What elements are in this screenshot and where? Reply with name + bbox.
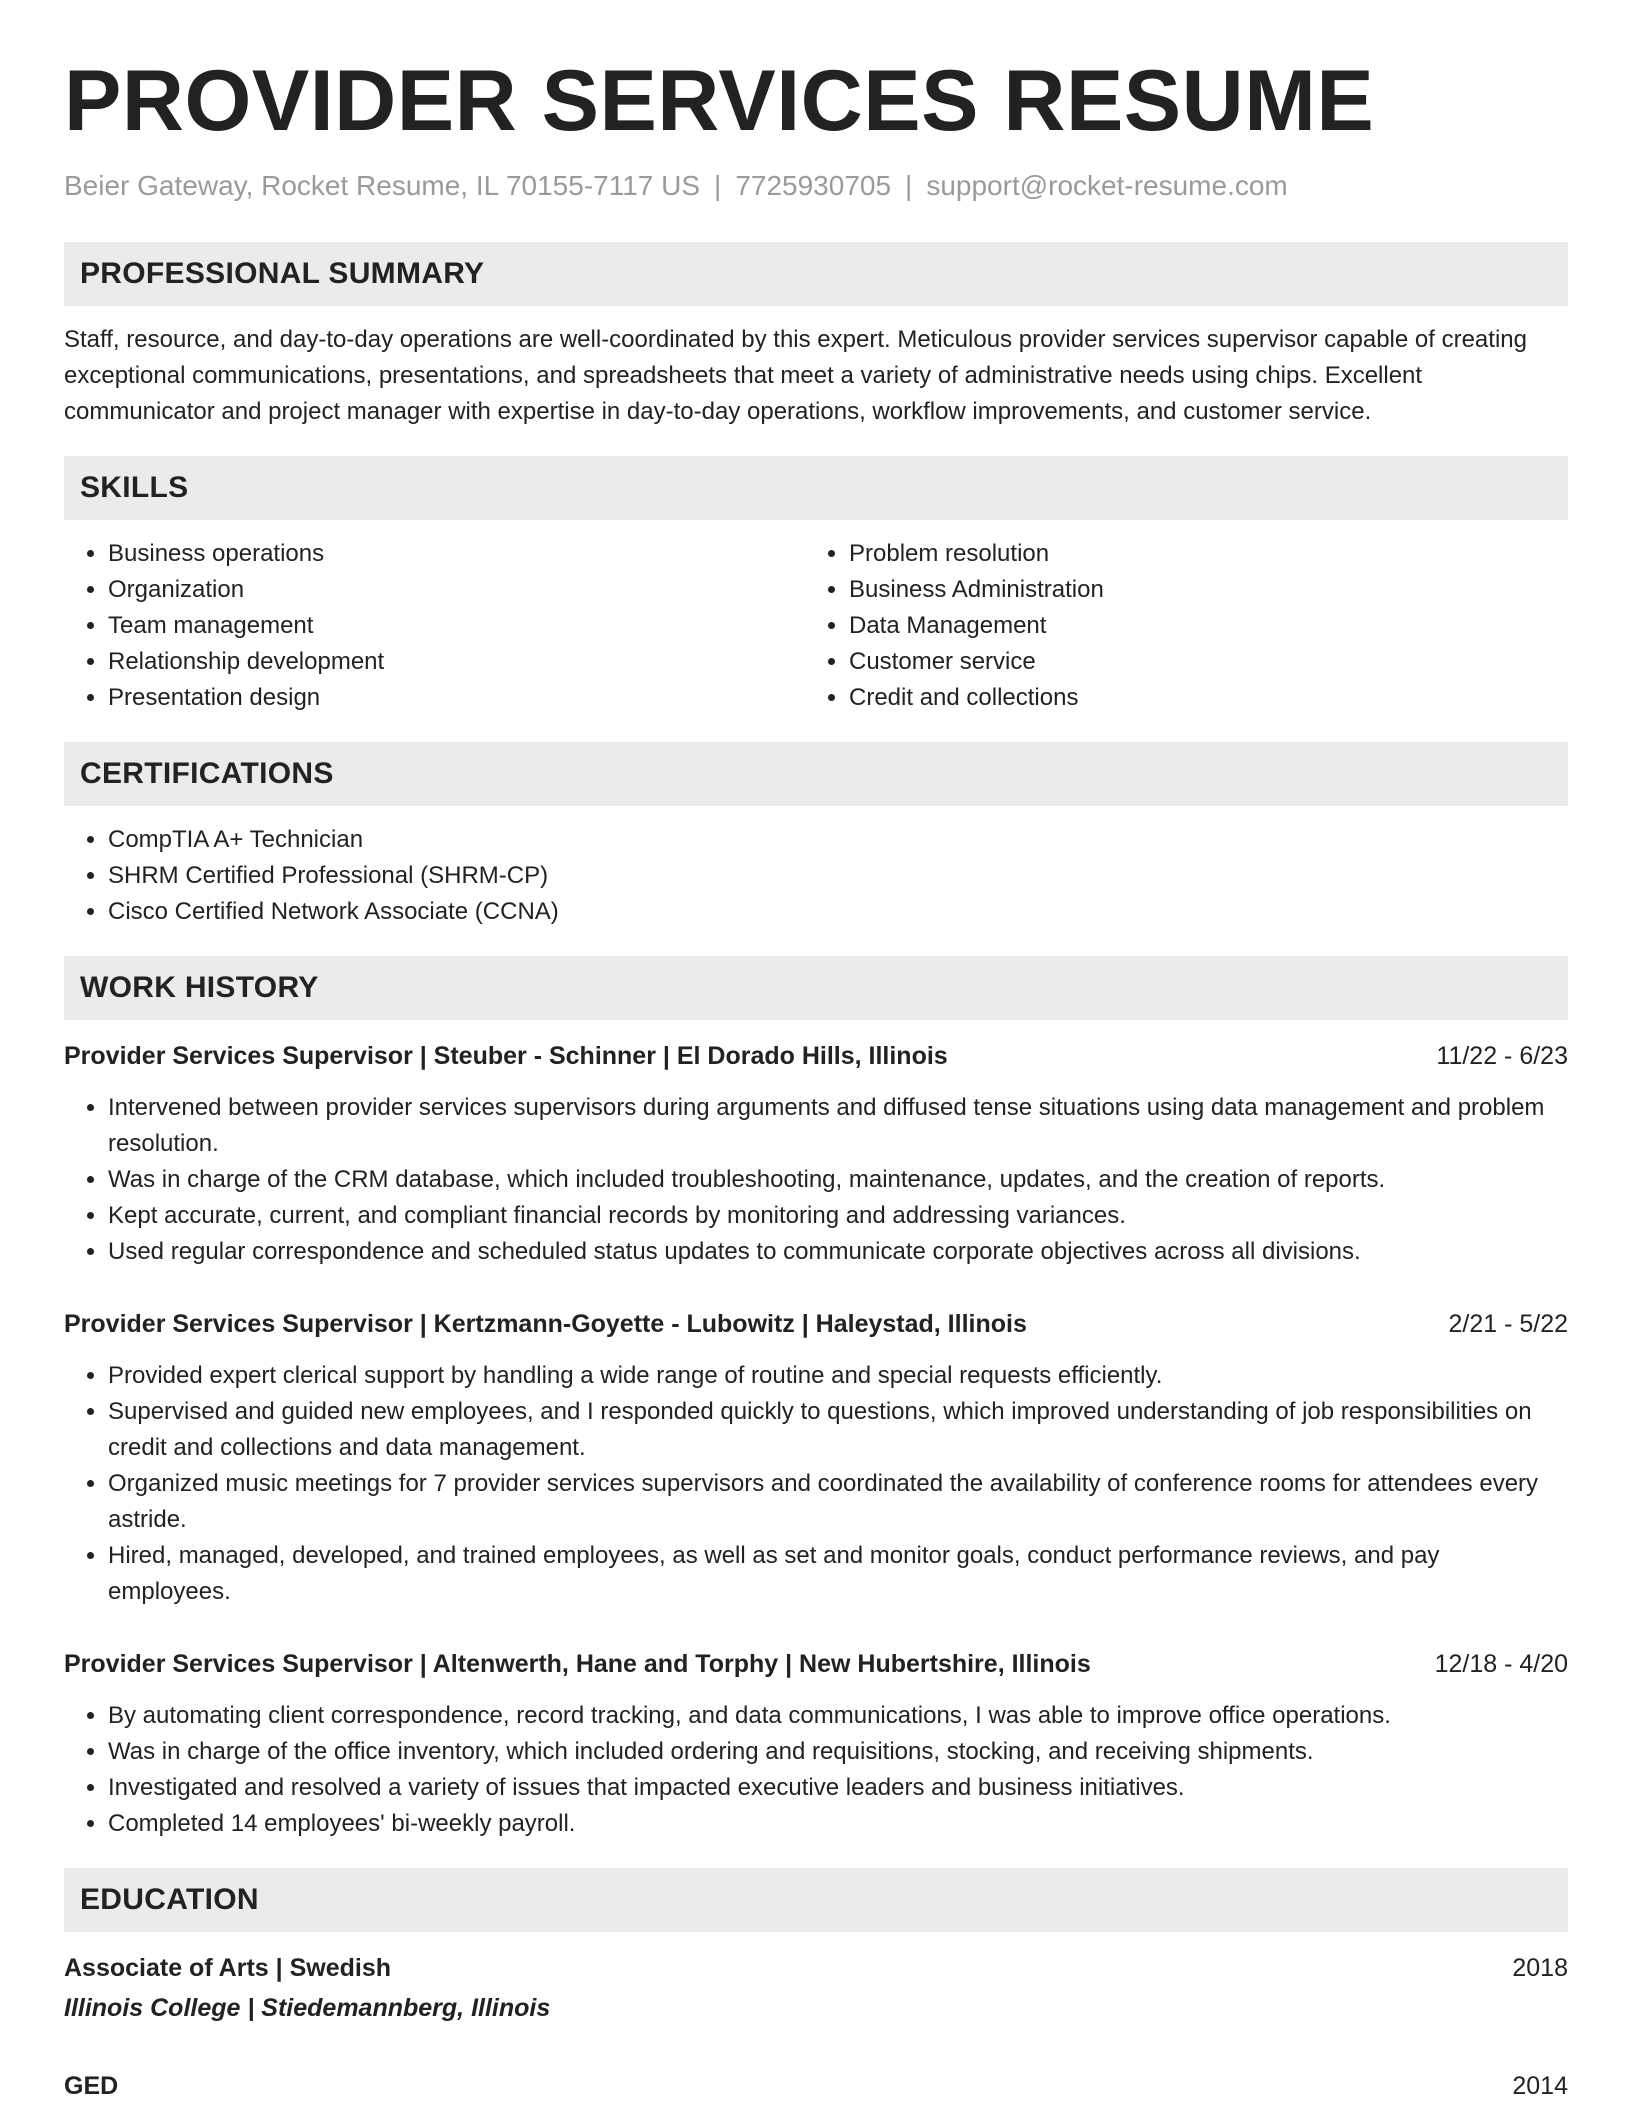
skill-item: • Team management	[108, 608, 805, 644]
contact-line	[64, 170, 1568, 202]
contact-email: support@rocket-resume.com	[926, 170, 1288, 201]
skill-item: • Business Administration	[849, 572, 1557, 608]
education-year: 2014	[1512, 2072, 1568, 2100]
job-dates: 12/18 - 4/20	[1434, 1650, 1568, 1678]
certification-item: • CompTIA A+ Technician	[108, 822, 1568, 858]
job-bullet: • Was in charge of the CRM database, which included troubleshooting, maintenance, updates, and the creation of reports.	[108, 1162, 1568, 1198]
job-bullet: • Used regular correspondence and scheduled status updates to communicate corporate objectives across all divisions.	[108, 1234, 1568, 1270]
job-bullet: • By automating client correspondence, record tracking, and data communications, I was able to improve office operations.	[108, 1698, 1568, 1734]
job-bullet: • Organized music meetings for 7 provider services supervisors and coordinated the availability of conference rooms for attendees every astride.	[108, 1466, 1568, 1538]
job-header	[64, 1038, 1568, 1074]
skills-list-left	[64, 536, 805, 716]
education-year: 2018	[1512, 1954, 1568, 1982]
job-bullet: • Supervised and guided new employees, and I responded quickly to questions, which improved understanding of job responsibilities on credit and collections and data management.	[108, 1394, 1568, 1466]
skill-item: • Presentation design	[108, 680, 805, 716]
work-history-heading: WORK HISTORY	[80, 971, 319, 1004]
certifications-heading: CERTIFICATIONS	[80, 757, 334, 790]
job-entry	[64, 1038, 1568, 1270]
job-bullet: • Investigated and resolved a variety of issues that impacted executive leaders and business initiatives.	[108, 1770, 1568, 1806]
resume-title: PROVIDER SERVICES RESUME	[64, 53, 1375, 149]
skills-section-header	[64, 456, 1568, 520]
job-bullets	[64, 1090, 1568, 1270]
job-bullets	[64, 1698, 1568, 1842]
certifications-section-header	[64, 742, 1568, 806]
certification-item: • SHRM Certified Professional (SHRM-CP)	[108, 858, 1568, 894]
job-entry	[64, 1646, 1568, 1842]
skill-item: • Customer service	[849, 644, 1557, 680]
education-entry	[64, 1950, 1568, 2026]
education-header	[64, 2068, 1568, 2104]
education-school: Illinois College | Stiedemannberg, Illinois	[64, 1994, 551, 2022]
education-header	[64, 1950, 1568, 1986]
job-dates: 2/21 - 5/22	[1448, 1310, 1568, 1338]
education-entry	[64, 2068, 1568, 2104]
job-bullet: • Kept accurate, current, and compliant financial records by monitoring and addressing variances.	[108, 1198, 1568, 1234]
skills-column-right	[805, 520, 1557, 716]
job-header	[64, 1306, 1568, 1342]
education-heading: EDUCATION	[80, 1883, 259, 1916]
job-title: Provider Services Supervisor | Steuber - Schinner | El Dorado Hills, Illinois	[64, 1042, 948, 1070]
skill-item: • Business operations	[108, 536, 805, 572]
skills-heading: SKILLS	[80, 471, 189, 504]
skill-item: • Relationship development	[108, 644, 805, 680]
education-section-header	[64, 1868, 1568, 1932]
certification-item: • Cisco Certified Network Associate (CCNA)	[108, 894, 1568, 930]
job-title: Provider Services Supervisor | Altenwerth, Hane and Torphy | New Hubertshire, Illinois	[64, 1650, 1091, 1678]
contact-address: Beier Gateway, Rocket Resume, IL 70155-7117 US	[64, 170, 701, 201]
job-title: Provider Services Supervisor | Kertzmann-Goyette - Lubowitz | Haleystad, Illinois	[64, 1310, 1027, 1338]
job-bullet: • Hired, managed, developed, and trained employees, as well as set and monitor goals, conduct performance reviews, and pay employees.	[108, 1538, 1568, 1610]
certifications-list	[64, 822, 1568, 930]
education-degree: GED	[64, 2072, 119, 2100]
summary-text: Staff, resource, and day-to-day operations are well-coordinated by this expert. Meticulous provider services supervisor capable of creating exceptional communications, presentations, and spreadsheets that meet a variety of administrative needs using chips. Excellent communicator and project manager with expertise in day-to-day operations, workflow improvements, and customer service.	[64, 326, 1527, 425]
contact-phone: 7725930705	[735, 170, 892, 201]
job-bullet: • Intervened between provider services supervisors during arguments and diffused tense situations using data management and problem resolution.	[108, 1090, 1568, 1162]
work-history-section-header	[64, 956, 1568, 1020]
skill-item: • Data Management	[849, 608, 1557, 644]
skill-item: • Organization	[108, 572, 805, 608]
skills-column-left	[64, 520, 805, 716]
job-bullets	[64, 1358, 1568, 1610]
skills-list-right	[805, 536, 1557, 716]
contact-separator: |	[905, 170, 913, 201]
summary-section-header	[64, 242, 1568, 306]
job-dates: 11/22 - 6/23	[1436, 1042, 1568, 1070]
job-bullet: • Was in charge of the office inventory, which included ordering and requisitions, stocking, and receiving shipments.	[108, 1734, 1568, 1770]
job-entry	[64, 1306, 1568, 1610]
skills-grid	[64, 520, 1568, 716]
job-bullet: • Provided expert clerical support by handling a wide range of routine and special requests efficiently.	[108, 1358, 1568, 1394]
summary-heading: PROFESSIONAL SUMMARY	[80, 257, 485, 290]
education-degree: Associate of Arts | Swedish	[64, 1954, 391, 1982]
job-bullet: • Completed 14 employees' bi-weekly payroll.	[108, 1806, 1568, 1842]
skill-item: • Credit and collections	[849, 680, 1557, 716]
contact-separator: |	[714, 170, 722, 201]
skill-item: • Problem resolution	[849, 536, 1557, 572]
job-header	[64, 1646, 1568, 1682]
